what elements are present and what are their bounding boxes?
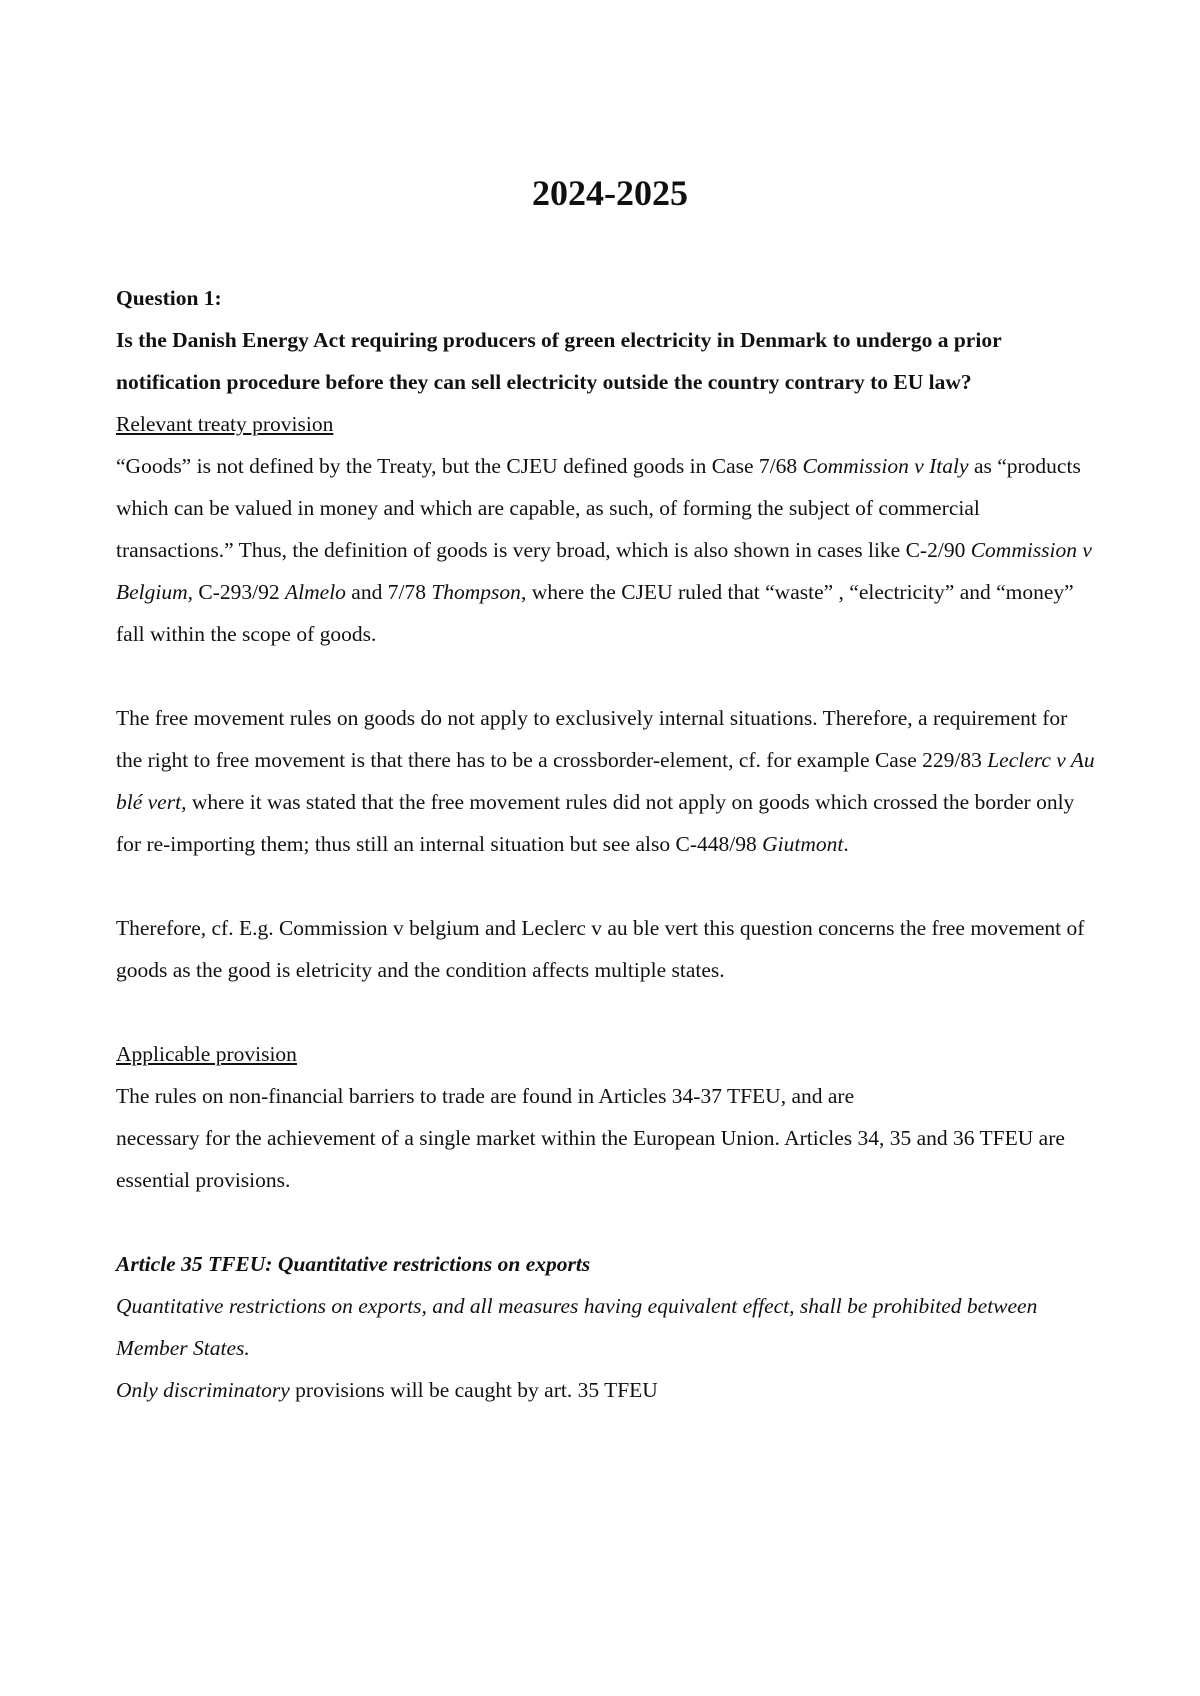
paragraph-goods-definition: “Goods” is not defined by the Treaty, but the CJEU defined goods in Case 7/68 Commission v Italy as “products which can be valued in money and which are capable, as such, of forming the subject of commercial transactions.” Thus, the definition of goods is very broad, which is also shown in cases like C-2/90 Commission v Belgium, C-293/92 Almelo and 7/78 Thompson, where the CJEU ruled that “waste” , “electricity” and “money” fall within the scope of goods. [116, 454, 1092, 646]
document-body [116, 277, 1096, 1411]
question-label: Question 1: [116, 286, 222, 310]
case-commission-v-italy: Commission v Italy [802, 454, 969, 478]
section-heading-relevant-treaty: Relevant treaty provision [116, 412, 334, 436]
case-almelo: Almelo [285, 580, 346, 604]
paragraph-conclusion: Therefore, cf. E.g. Commission v belgium and Leclerc v au ble vert this question concerns the free movement of goods as the good is eletricity and the condition affects multiple states. [116, 916, 1085, 982]
case-thompson: Thompson [431, 580, 521, 604]
case-giutmont: Giutmont [762, 832, 844, 856]
question-text: Is the Danish Energy Act requiring producers of green electricity in Denmark to undergo a prior notification procedure before they can sell electricity outside the country contrary to EU law? [116, 328, 1002, 394]
paragraph-barriers-line1: The rules on non-financial barriers to trade are found in Articles 34-37 TFEU, and are [116, 1084, 855, 1108]
paragraph-spacer [116, 655, 1096, 697]
document-title: 2024-2025 [532, 173, 688, 213]
article-35-heading: Article 35 TFEU: Quantitative restrictions on exports [116, 1252, 591, 1276]
paragraph-spacer [116, 991, 1096, 1033]
article-35-quote: Quantitative restrictions on exports, and all measures having equivalent effect, shall be prohibited between Member States. [116, 1294, 1038, 1360]
paragraph-spacer [116, 1201, 1096, 1243]
case-leclerc: Leclerc v Au blé vert, [116, 748, 1095, 814]
paragraph-spacer [116, 865, 1096, 907]
paragraph-internal-situations: The free movement rules on goods do not apply to exclusively internal situations. Therefore, a requirement for the right to free movement is that there has to be a crossborder-element, cf. for example Case 229/83 Leclerc v Au blé vert, where it was stated that the free movement rules did not apply on goods which crossed the border only for re-importing them; thus still an internal situation but see also C-448/98 Giutmont. [116, 706, 1095, 856]
case-commission-v-belgium: Commission v Belgium, [116, 538, 1092, 604]
paragraph-barriers-rest: necessary for the achievement of a single market within the European Union. Articles 34, 35 and 36 TFEU are essential provisions. [116, 1126, 1065, 1192]
section-heading-applicable-provision: Applicable provision [116, 1042, 297, 1066]
article-35-note: Only discriminatory provisions will be caught by art. 35 TFEU [116, 1378, 658, 1402]
